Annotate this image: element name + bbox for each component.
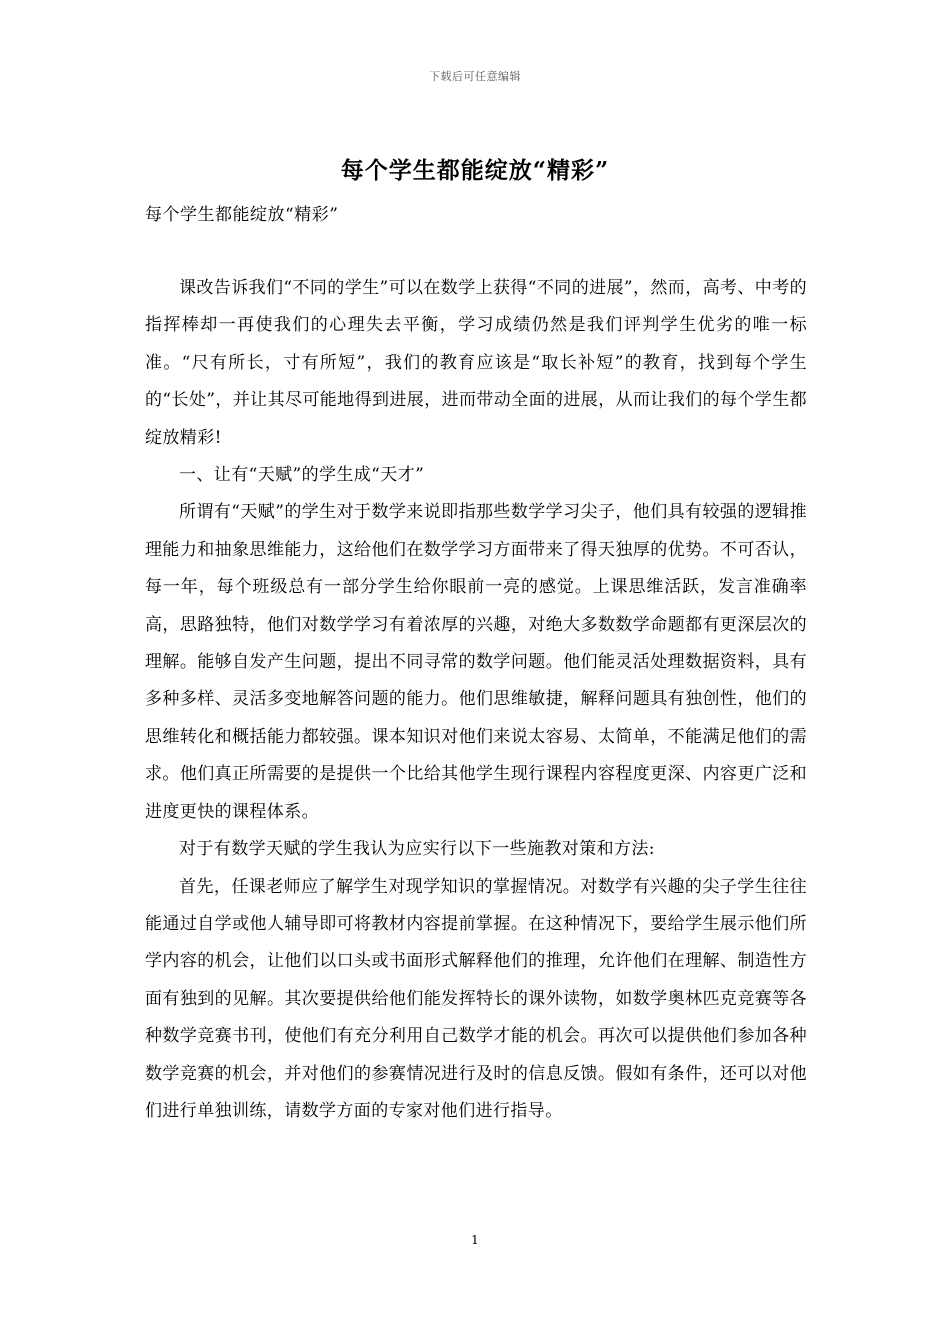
document-body (145, 270, 807, 1130)
paragraph-talent: 所谓有“天赋”的学生对于数学来说即指那些数学学习尖子，他们具有较强的逻辑推理能力和抽象思维能力，这给他们在数学学习方面带来了得天独厚的优势。不可否认，每一年，每个班级总有一部分学生给你眼前一亮的感觉。上课思维活跃，发言准确率高，思路独特，他们对数学学习有着浓厚的兴趣，对绝大多数数学命题都有更深层次的理解。能够自发产生问题，提出不同寻常的数学问题。他们能灵活处理数据资料，具有多种多样、灵活多变地解答问题的能力。他们思维敏捷，解释问题具有独创性，他们的思维转化和概括能力都较强。课本知识对他们来说太容易、太简单，不能满足他们的需求。他们真正所需要的是提供一个比给其他学生现行课程内容程度更深、内容更广泛和进度更快的课程体系。 (145, 502, 807, 822)
page-number: 1 (471, 1233, 479, 1247)
header-note: 下载后可任意编辑 (429, 70, 521, 83)
section-heading-1: 一、让有“天赋”的学生成“天才” (179, 465, 425, 486)
document-subtitle: 每个学生都能绽放“精彩” (145, 205, 339, 225)
paragraph-strategy: 首先，任课老师应了解学生对现学知识的掌握情况。对数学有兴趣的尖子学生往往能通过自学或他人辅导即可将教材内容提前掌握。在这种情况下，要给学生展示他们所学内容的机会，让他们以口头或书面形式解释他们的推理，允许他们在理解、制造性方面有独到的见解。其次要提供给他们能发挥特长的课外读物，如数学奥林匹克竞赛等各种数学竞赛书刊，使他们有充分利用自己数学才能的机会。再次可以提供他们参加各种数学竞赛的机会，并对他们的参赛情况进行及时的信息反馈。假如有条件，还可以对他们进行单独训练，请数学方面的专家对他们进行指导。 (145, 876, 807, 1121)
paragraph-strategy-intro: 对于有数学天赋的学生我认为应实行以下一些施教对策和方法: (179, 839, 655, 860)
document-title: 每个学生都能绽放“精彩” (340, 157, 610, 184)
paragraph-intro: 课改告诉我们“不同的学生”可以在数学上获得“不同的进展”，然而，高考、中考的指挥棒却一再使我们的心理失去平衡，学习成绩仍然是我们评判学生优劣的唯一标准。“尺有所长，寸有所短”，我们的教育应该是“取长补短”的教育，找到每个学生的“长处”，并让其尽可能地得到进展，进而带动全面的进展，从而让我们的每个学生都绽放精彩! (145, 278, 807, 448)
